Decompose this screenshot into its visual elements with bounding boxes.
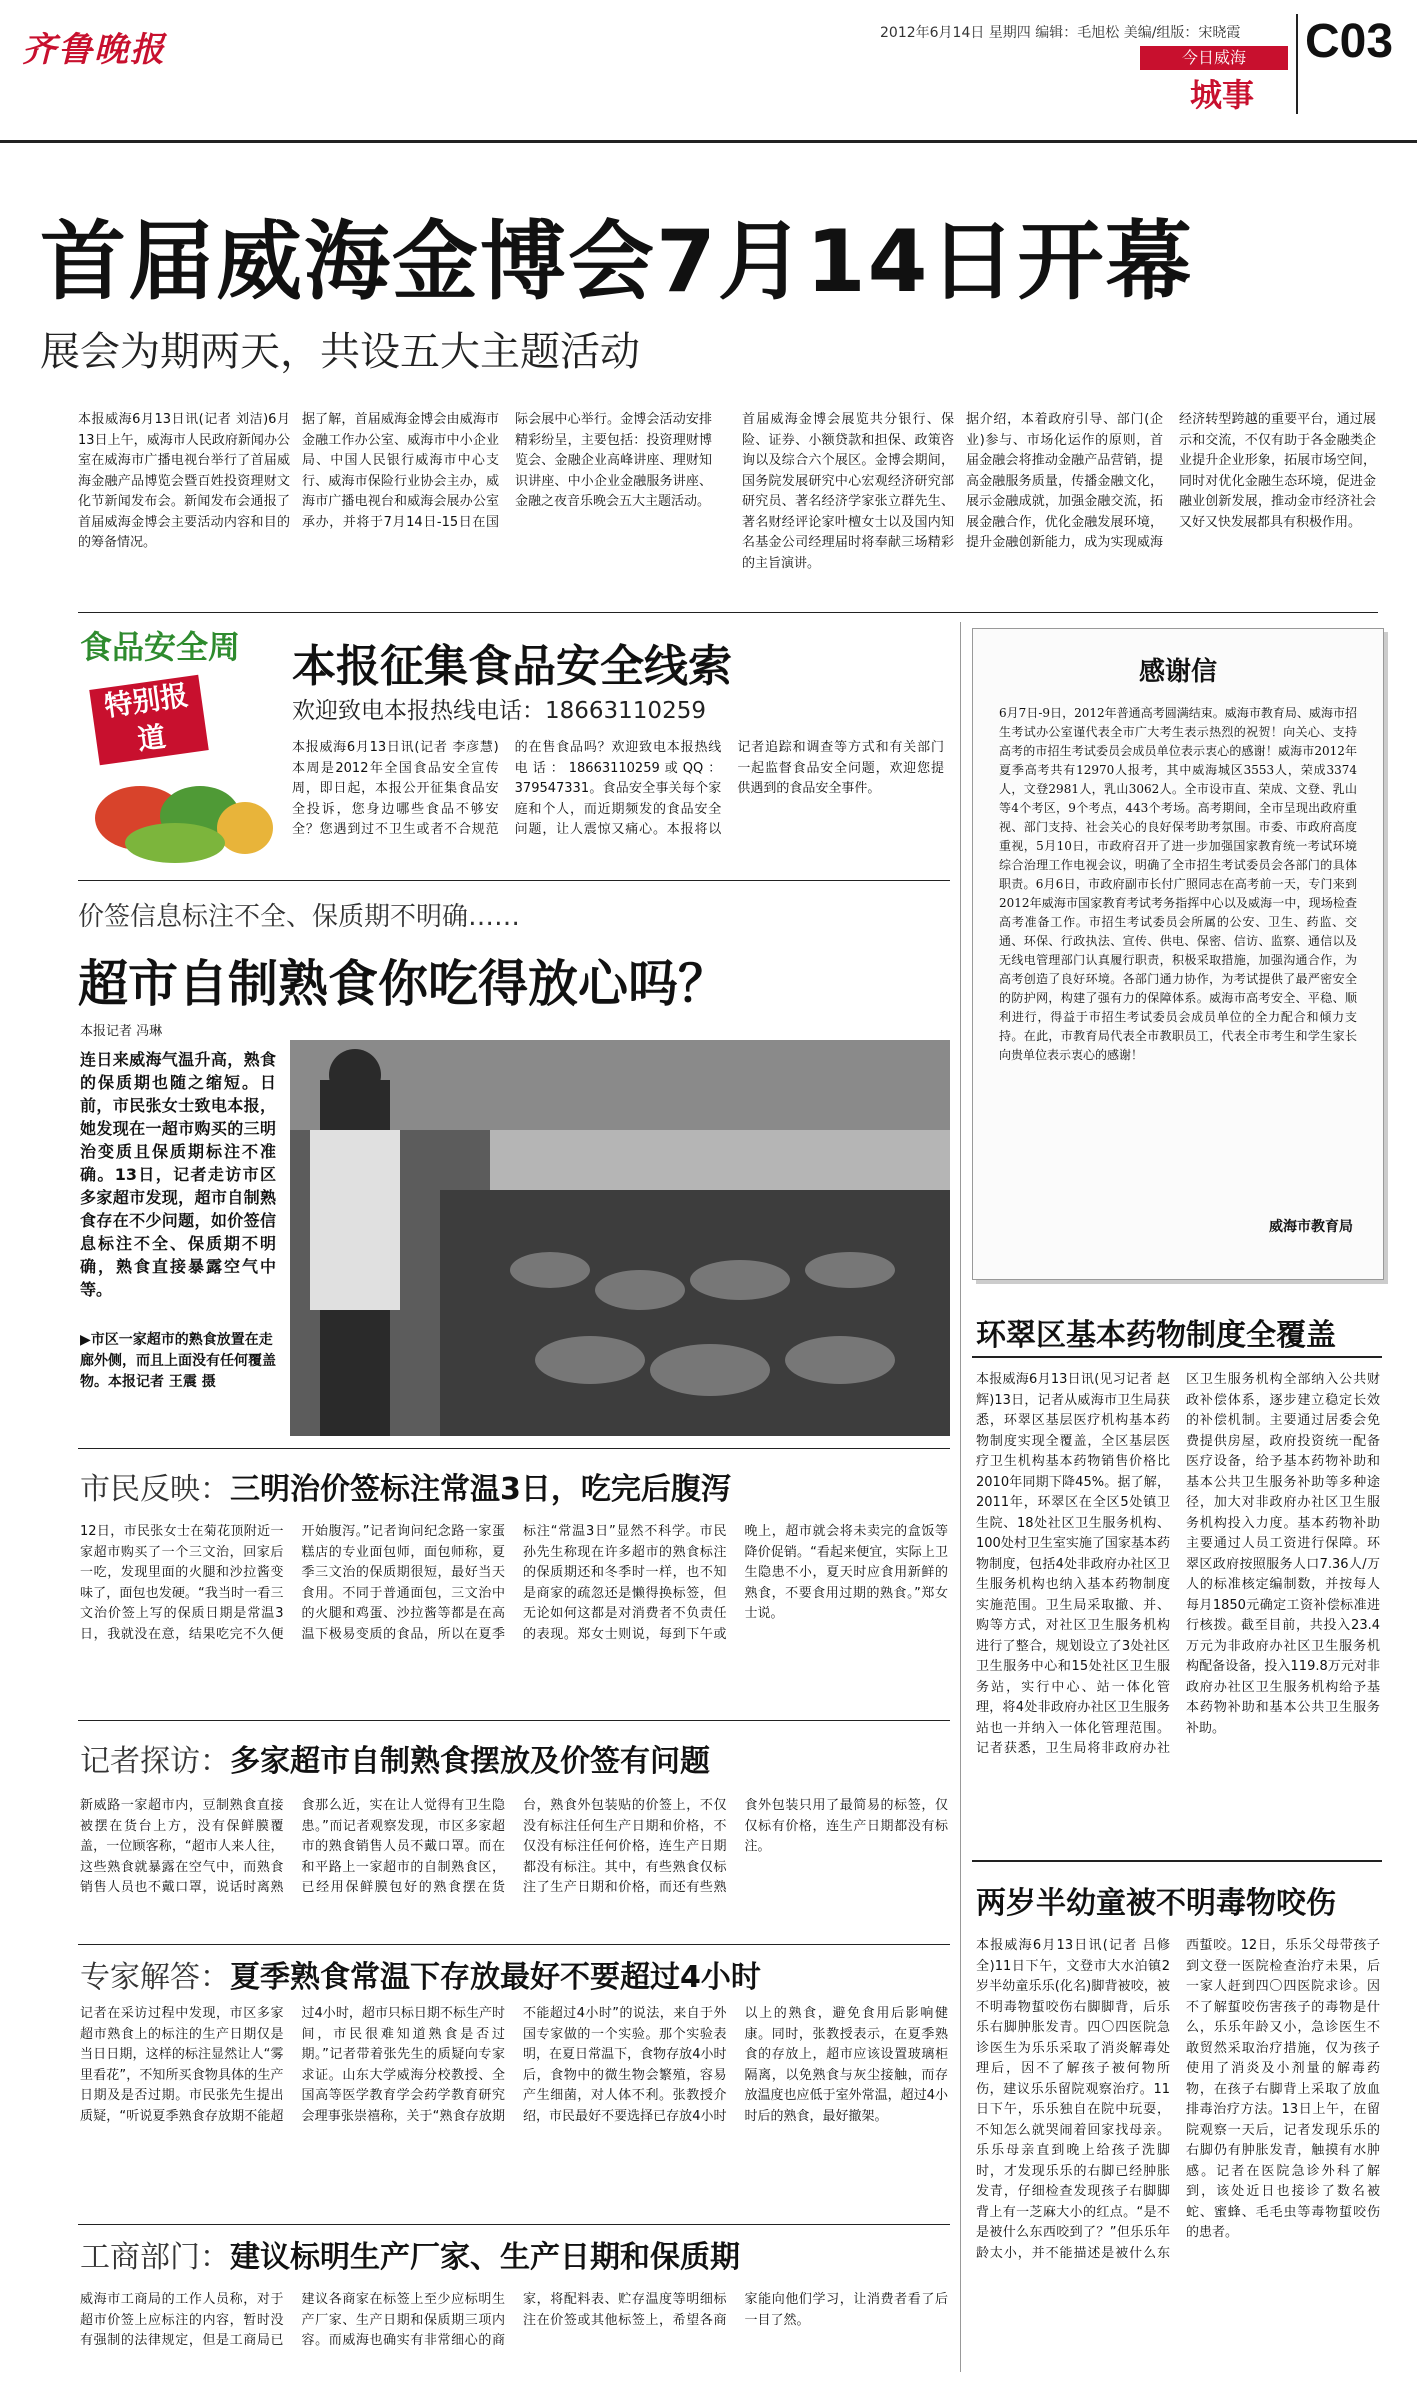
medicine-body: 本报威海6月13日讯(见习记者 赵辉)13日，记者从威海市卫生局获悉，环翠区基层医疗机构基本药物制度实现全覆盖，全区基层医疗卫生机构基本药物销售价格比2010年同期下降45%。据了解，2011年，环翠区在全区5处镇卫生院、18处社区卫生服务机构、100处村卫生室实施了国家基本药物制度，包括4处非政府办社区卫生服务机构也纳入基本药物制度实施范围。卫生局采取撤、并、购等方式，对社区卫生服务机构进行了整合，规划设立了3处社区卫生服务中心和15处社区卫生服务站，实行中心、站一体化管理，将4处非政府办社区卫生服务站也一并纳入一体化管理范围。记者获悉，卫生局将非政府办社区卫生服务机构全部纳入公共财政补偿体系，逐步建立稳定长效的补偿机制。主要通过居委会免费提供房屋，政府投资统一配备医疗设备，给予基本药物补助和基本公共卫生服务补助等多种途径，加大对非政府办社区卫生服务机构投入力度。基本药物补助主要通过人员工资进行保障。环翠区政府按照服务人口7.36人/万人的标准核定编制数，并按每人每月1850元确定工资补偿标准进行核拨。截至目前，共投入23.4万元为非政府办社区卫生服务机构配备设备，投入119.8万元对非政府办社区卫生服务机构给予基本药物补助和基本公共卫生服务补助。 [976, 1372, 1380, 1756]
market-caption: ▶市区一家超市的熟食放置在走廊外侧，而且上面没有任何覆盖物。本报记者 王震 摄 [80, 1332, 276, 1390]
column-separator [960, 622, 961, 2372]
section-3-heading [80, 1952, 761, 1996]
medicine-rule [972, 1356, 1382, 1358]
newspaper-logo: 齐鲁晚报 [22, 30, 166, 70]
section-tag: 今日威海 [1140, 46, 1288, 70]
food-body: 本报威海6月13日讯(记者 李彦慧)本周是2012年全国食品安全宣传周，即日起，本报公开征集食品安全投诉，您身边哪些食品不够安全？您遇到过不卫生或者不合规范的在售食品吗？欢迎致电本报热线电话：18663110259或QQ：379547331。食品安全事关每个家庭和个人，而近期频发的食品安全问题，让人震惊又痛心。本报将以记者追踪和调查等方式和有关部门一起监督食品安全问题，欢迎您提供遇到的食品安全事件。 [292, 740, 944, 837]
market-kicker: 价签信息标注不全、保质期不明确…… [78, 902, 521, 932]
lead-body-2: 据了解，首届威海金博会由威海市金融工作办公室、威海市中小企业局、中国人民银行威海市中心支行、威海市保险行业协会主办，威海市广播电视台和威海会展办公室承办，并将于7月14日-15日在国际会展中心举行。金博会活动安排精彩纷呈，主要包括：投资理财博览会、金融企业高峰讲座、理财知识讲座、中小企业金融服务讲座、金融之夜音乐晚会五大主题活动。 [302, 412, 712, 530]
thank-you-body: 6月7日-9日，2012年普通高考圆满结束。威海市教育局、威海市招生考试办公室谨代表全市广大考生表示热烈的祝贺！向关心、支持高考的市招生考试委员会成员单位表示衷心的感谢！威海市2012年夏季高考共有12970人报考，其中威海城区3553人，荣成3374人，文登2981人，乳山3062人。全市设市直、荣成、文登、乳山等4个考区，9个考点，443个考场。高考期间，全市呈现出政府重视、部门支持、社会关心的良好保考助考氛围。市委、市政府高度重视，5月10日，市政府召开了进一步加强国家教育统一考试环境综合治理工作电视会议，明确了全市招生考试委员会各部门的具体职责。6月6日，市政府副市长付广照同志在高考前一天，专门来到2012年威海市国家教育考试考务指挥中心以及威海一中，现场检查高考准备工作。市招生考试委员会所属的公安、卫生、药监、交通、环保、行政执法、宣传、供电、保密、信访、监察、通信以及无线电管理部门认真履行职责，积极采取措施，加强沟通合作，为高考创造了良好环境。各部门通力协作，为考试提供了最严密安全的防护网，构建了强有力的保障体系。威海市高考安全、平稳、顺利进行，得益于市招生考试委员会成员单位的全力配合和倾力支持。在此，市教育局代表全市教职员工，代表全市考生和学生家长向贵单位表示衷心的感谢！ [999, 706, 1357, 1062]
section-1-title: 三明治价签标注常温3日，吃完后腹泻 [230, 1472, 731, 1507]
section-3-title: 夏季熟食常温下存放最好不要超过4小时 [230, 1960, 761, 1995]
child-headline: 两岁半幼童被不明毒物咬伤 [976, 1886, 1336, 1921]
lead-body-4: 据介绍，本着政府引导、部门(企业)参与、市场化运作的原则，首届金融会将推动金融产品营销，提高金融服务质量，传播金融文化，展示金融成就，加强金融交流，拓展金融合作，优化金融发展环境，提升金融创新能力，成为实现威海经济转型跨越的重要平台，通过展示和交流，不仅有助于各金融类企业提升企业形象，拓展市场空间，同时对优化金融生态环境，促进金融业创新发展，推动金市经济社会又好又快发展都具有积极作用。 [966, 412, 1376, 550]
section-1-body: 12日，市民张女士在菊花顶附近一家超市购买了一个三文治，回家后一吃，发现里面的火腿和沙拉酱变味了，面包也发硬。“我当时一看三文治价签上写的保质日期是常温3日，我就没在意，结果吃完不久便开始腹泻。”记者询问纪念路一家蛋糕店的专业面包师，面包师称，夏季三文治的保质期很短，最好当天食用。不同于普通面包，三文治中的火腿和鸡蛋、沙拉酱等都是在高温下极易变质的食品，所以在夏季标注“常温3日”显然不科学。市民孙先生称现在许多超市的熟食标注的保质期还和冬季时一样，也不知是商家的疏忽还是懒得换标签，但无论如何这都是对消费者不负责任的表现。郑女士则说，每到下午或晚上，超市就会将未卖完的盒饭等降价促销。“看起来便宜，实际上卫生隐患不小，夏天时应食用新鲜的熟食，不要食用过期的熟食。”郑女士说。 [80, 1524, 948, 1642]
lead-headline: 首届威海金博会7月14日开幕 [40, 212, 1194, 312]
section-4-label: 工商部门： [80, 2240, 230, 2275]
thank-you-title: 感谢信 [1138, 657, 1217, 687]
section-4-heading [80, 2232, 740, 2276]
market-byline: 本报记者 冯琳 [80, 1024, 163, 1039]
page-number: C03 [1305, 15, 1394, 68]
section-4-body: 威海市工商局的工作人员称，对于超市价签上应标注的内容，暂时没有强制的法律规定，但是工商局已建议各商家在标签上至少应标明生产厂家、生产日期和保质期三项内容。而威海也确实有非常细心的商家，将配料表、贮存温度等明细标注在价签或其他标签上，希望各商家能向他们学习，让消费者看了后一目了然。 [80, 2292, 948, 2348]
lead-rule [78, 612, 1378, 613]
vegetables-illustration [80, 758, 280, 868]
medicine-headline: 环翠区基本药物制度全覆盖 [976, 1318, 1336, 1353]
special-report-badge: 特别报道 [89, 675, 209, 766]
section-4-title: 建议标明生产厂家、生产日期和保质期 [230, 2240, 740, 2275]
food-subhead: 欢迎致电本报热线电话：18663110259 [292, 698, 706, 724]
section-name: 城事 [1190, 76, 1255, 114]
thank-you-letter [972, 628, 1384, 1280]
market-intro: 连日来威海气温升高，熟食的保质期也随之缩短。日前，市民张女士致电本报，她发现在一超市购买的三明治变质且保质期标注不准确。13日，记者走访市区多家超市发现，超市自制熟食存在不少问题，如价签信息标注不全、保质期不明确，熟食直接暴露空气中等。 [80, 1050, 276, 1299]
section-2-heading [80, 1736, 710, 1780]
food-safety-logo [80, 622, 280, 868]
section-1-rule [78, 1448, 950, 1449]
section-1-heading [80, 1464, 731, 1508]
food-headline: 本报征集食品安全线索 [292, 641, 732, 692]
section-3-body: 记者在采访过程中发现，市区多家超市熟食上的标注的生产日期仅是当日日期，这样的标注显然让人“雾里看花”，不知所买食物具体的生产日期及是否过期。市民张先生提出质疑，“听说夏季熟食存放期不能超过4小时，超市只标日期不标生产时间，市民很难知道熟食是否过期。”记者带着张先生的质疑向专家求证。山东大学威海分校教授、全国高等医学教育学会药学教育研究会理事张崇禧称，关于“熟食存放期不能超过4小时”的说法，来自于外国专家做的一个实验。那个实验表明，在夏日常温下，食物存放4小时后，食物中的微生物会繁殖，容易产生细菌，对人体不利。张教授介绍，市民最好不要选择已存放4小时以上的熟食，避免食用后影响健康。同时，张教授表示，在夏季熟食的存放上，超市应该设置玻璃柜隔离，以免熟食与灰尘接触，而存放温度也应低于室外常温，超过4小时后的熟食，最好撤架。 [80, 2006, 948, 2124]
thank-you-signature: 威海市教育局 [1269, 1219, 1353, 1235]
masthead-rule [0, 140, 1417, 143]
child-body: 本报威海6月13日讯(记者 吕修全)11日下午，文登市大水泊镇2岁半幼童乐乐(化名)脚背被咬，被不明毒物蜇咬伤右脚脚背，后乐乐右脚肿胀发青。四〇四医院急诊医生为乐乐采取了消炎解毒处理后，因不了解孩子被何物所伤，建议乐乐留院观察治疗。11日下午，乐乐独自在院中玩耍，不知怎么就哭闹着回家找母亲。乐乐母亲直到晚上给孩子洗脚时，才发现乐乐的右脚已经肿胀发青，仔细检查发现孩子右脚脚背上有一芝麻大小的红点。“是不是被什么东西咬到了？”但乐乐年龄太小，并不能描述是被什么东西蜇咬。12日，乐乐父母带孩子到文登一医院检查治疗未果，后一家人赶到四〇四医院求诊。因不了解蜇咬伤害孩子的毒物是什么，乐乐年龄又小，急诊医生不敢贸然采取治疗措施，仅为孩子使用了消炎及小剂量的解毒药物，在孩子右脚背上采取了放血排毒治疗方法。13日上午，在留院观察一天后，记者发现乐乐的右脚仍有肿胀发青，触摸有水肿感。记者在医院急诊外科了解到，该处近日也接诊了数名被蛇、蜜蜂、毛毛虫等毒物蜇咬伤的患者。 [976, 1938, 1380, 2261]
lead-body-1: 本报威海6月13日讯(记者 刘洁)6月13日上午，威海市人民政府新闻办公室在威海市广播电视台举行了首届威海金融产品博览会暨百姓投资理财文化节新闻发布会。新闻发布会通报了首届威海金博会主要活动内容和目的的筹备情况。 [78, 412, 290, 550]
section-2-title: 多家超市自制熟食摆放及价签有问题 [230, 1744, 710, 1779]
section-3-rule [78, 1944, 950, 1945]
lead-body-3: 首届威海金博会展览共分银行、保险、证券、小额贷款和担保、政策咨询以及综合六个展区。金博会期间，国务院发展研究中心宏观经济研究部研究员、著名经济学家张立群先生、著名财经评论家叶檀女士以及国内知名基金公司经理届时将奉献三场精彩的主旨演讲。 [742, 412, 954, 571]
supermarket-photo [290, 1040, 950, 1436]
section-3-label: 专家解答： [80, 1960, 230, 1995]
section-2-body: 新威路一家超市内，豆制熟食直接被摆在货台上方，没有保鲜膜覆盖，一位顾客称，“超市人来人往，这些熟食就暴露在空气中，而熟食销售人员也不戴口罩，说话时离熟食那么近，实在让人觉得有卫生隐患。”而记者观察发现，市区多家超市的熟食销售人员不戴口罩。而在和平路上一家超市的自制熟食区，已经用保鲜膜包好的熟食摆在货台，熟食外包装贴的价签上，不仅没有标注任何生产日期和价格，不仅没有标注任何价格，连生产日期都没有标注。其中，有些熟食仅标注了生产日期和价格，而还有些熟食外包装只用了最简易的标签，仅仅标有价格，连生产日期都没有标注。 [80, 1798, 948, 1895]
child-rule [972, 1860, 1382, 1862]
section-4-rule [78, 2224, 950, 2225]
market-headline: 超市自制熟食你吃得放心吗？ [78, 955, 728, 1013]
date-line: 2012年6月14日 星期四 编辑：毛旭松 美编/组版：宋晓霞 [880, 25, 1241, 41]
lead-subhead: 展会为期两天，共设五大主题活动 [40, 329, 640, 375]
masthead-divider [1296, 14, 1298, 114]
food-rule [78, 880, 950, 881]
food-safety-logo-title: 食品安全周 [80, 628, 241, 666]
section-2-rule [78, 1720, 950, 1721]
section-2-label: 记者探访： [80, 1744, 230, 1779]
section-1-label: 市民反映： [80, 1472, 230, 1507]
